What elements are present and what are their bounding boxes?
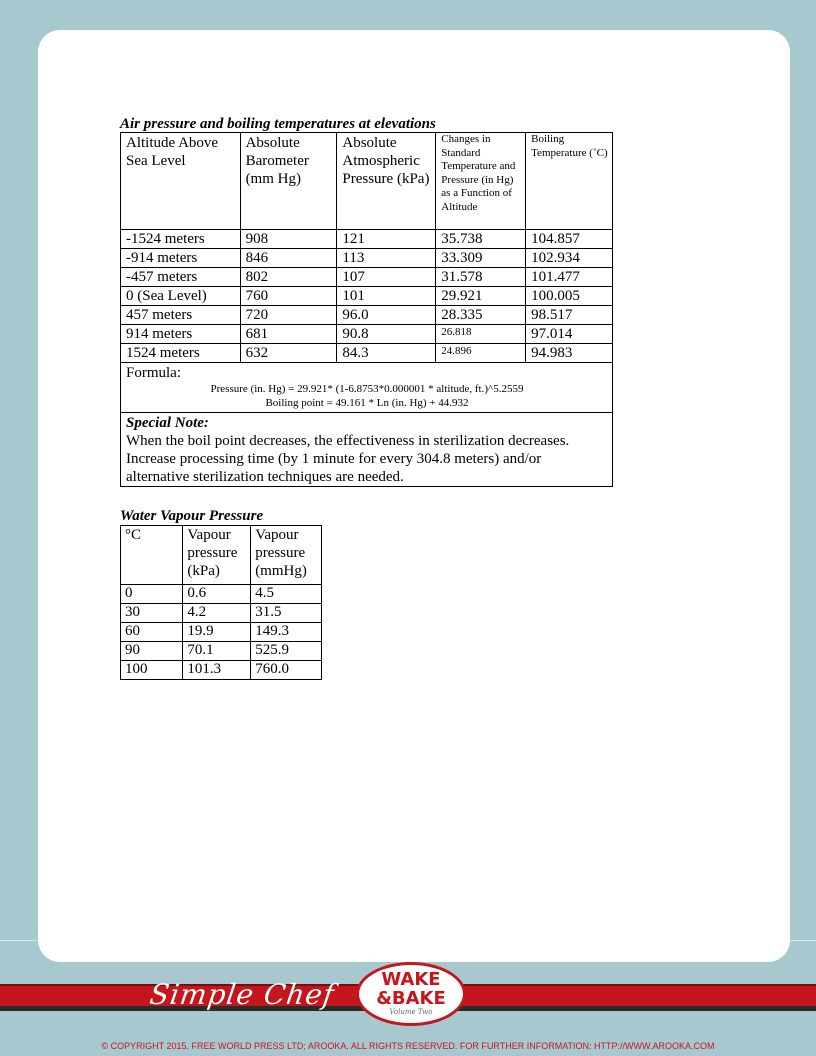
table-cell: 720 [240, 306, 337, 325]
formula-label: Formula: [126, 365, 181, 381]
note-title: Special Note: [126, 415, 209, 431]
table-cell: 24.896 [436, 344, 526, 363]
pressure-formula: Pressure (in. Hg) = 29.921* (1-6.8753*0.000001 * altitude, ft.)^5.2559 [210, 383, 524, 395]
table-cell: 760 [240, 287, 337, 306]
table-cell: 0 [121, 585, 183, 604]
note-text: When the boil point decreases, the effectiveness in sterilization decreases. Increase processing time (by 1 minute for every 304.8 meters) and/or alternative sterilization techniques are needed. [126, 433, 570, 485]
header-cell: Absolute Barometer (mm Hg) [240, 133, 337, 230]
header-cell: Altitude Above Sea Level [121, 133, 241, 230]
table-cell: 101.477 [526, 268, 613, 287]
table-cell: 84.3 [337, 344, 436, 363]
table-cell: -1524 meters [121, 230, 241, 249]
table-cell: 113 [337, 249, 436, 268]
table-cell: 33.309 [436, 249, 526, 268]
table-cell: 632 [240, 344, 337, 363]
table-row [121, 287, 613, 306]
table-row [121, 661, 322, 680]
table-cell: 101 [337, 287, 436, 306]
logo-line: &BAKE [376, 988, 446, 1009]
table-cell: 149.3 [251, 623, 322, 642]
table-cell: 30 [121, 604, 183, 623]
table-cell: 121 [337, 230, 436, 249]
logo-subtitle: Volume Two [389, 1008, 433, 1016]
table-cell: 1524 meters [121, 344, 241, 363]
table-cell: 846 [240, 249, 337, 268]
logo-line: WAKE [381, 969, 441, 990]
table-cell: 457 meters [121, 306, 241, 325]
header-cell: Vapour pressure (kPa) [183, 526, 251, 585]
table-cell: 100.005 [526, 287, 613, 306]
note-row [121, 413, 613, 487]
table-cell: 90.8 [337, 325, 436, 344]
brand-wordmark: Simple Chef [147, 978, 337, 1011]
table-cell: 60 [121, 623, 183, 642]
table-cell: 4.2 [183, 604, 251, 623]
boiling-formula: Boiling point = 49.161 * Ln (in. Hg) + 44.932 [265, 397, 469, 409]
vapour-pressure-table [120, 525, 322, 680]
note-cell [121, 413, 613, 487]
copyright-notice: © COPYRIGHT 2015. FREE WORLD PRESS LTD; AROOKA. ALL RIGHTS RESERVED. FOR FURTHER INFORMATION: HTTP://WWW.AROOKA.COM [101, 1041, 715, 1051]
formula-cell [121, 363, 613, 413]
header-cell: °C [121, 526, 183, 585]
table-header-row [121, 133, 613, 230]
table-cell: 70.1 [183, 642, 251, 661]
table-row [121, 604, 322, 623]
table-row [121, 268, 613, 287]
table-cell: 760.0 [251, 661, 322, 680]
table-cell: 914 meters [121, 325, 241, 344]
header-cell: Absolute Atmospheric Pressure (kPa) [337, 133, 436, 230]
table-cell: 107 [337, 268, 436, 287]
table1-caption: Air pressure and boiling temperatures at elevations [120, 116, 436, 132]
table-header-row [121, 526, 322, 585]
table-row [121, 585, 322, 604]
table-cell: 802 [240, 268, 337, 287]
table-cell: 19.9 [183, 623, 251, 642]
table-cell: 28.335 [436, 306, 526, 325]
header-cell: Boiling Temperature (˚C) [526, 133, 613, 230]
table-cell: 98.517 [526, 306, 613, 325]
table-cell: 908 [240, 230, 337, 249]
table-cell: 31.5 [251, 604, 322, 623]
table-cell: -457 meters [121, 268, 241, 287]
table-cell: 97.014 [526, 325, 613, 344]
table-row [121, 623, 322, 642]
table-cell: 104.857 [526, 230, 613, 249]
table-row [121, 249, 613, 268]
table-cell: 31.578 [436, 268, 526, 287]
table-cell: 0.6 [183, 585, 251, 604]
table-cell: 525.9 [251, 642, 322, 661]
table-row [121, 306, 613, 325]
table-cell: 35.738 [436, 230, 526, 249]
table-cell: 100 [121, 661, 183, 680]
table-cell: -914 meters [121, 249, 241, 268]
table-cell: 0 (Sea Level) [121, 287, 241, 306]
table-row [121, 325, 613, 344]
header-cell: Changes in Standard Temperature and Pressure (in Hg) as a Function of Altitude [436, 133, 526, 230]
air-pressure-table [120, 132, 613, 487]
table2-caption: Water Vapour Pressure [120, 508, 264, 524]
formula-row [121, 363, 613, 413]
wake-bake-logo [356, 962, 466, 1026]
table-row [121, 642, 322, 661]
table-cell: 94.983 [526, 344, 613, 363]
table-row [121, 230, 613, 249]
table-cell: 26.818 [436, 325, 526, 344]
table-cell: 29.921 [436, 287, 526, 306]
table-cell: 102.934 [526, 249, 613, 268]
table-row [121, 344, 613, 363]
table-cell: 4.5 [251, 585, 322, 604]
table-cell: 101.3 [183, 661, 251, 680]
table-cell: 681 [240, 325, 337, 344]
header-cell: Vapour pressure (mmHg) [251, 526, 322, 585]
table-cell: 96.0 [337, 306, 436, 325]
table-cell: 90 [121, 642, 183, 661]
